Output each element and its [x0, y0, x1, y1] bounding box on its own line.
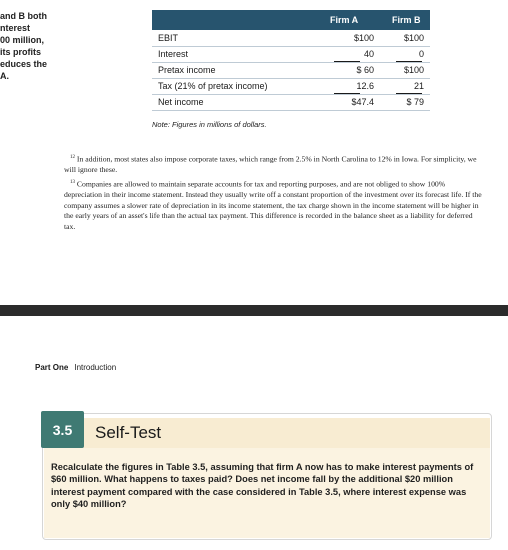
- row-label: EBIT: [158, 33, 179, 43]
- row-label: Pretax income: [158, 65, 216, 75]
- cell-firm-b: $100: [403, 65, 424, 75]
- footnote-text: Companies are allowed to maintain separate accounts for tax and reporting purposes, and are not obliged to show 100% depreciation in their income statement. Instead they usually write off a constant proportion of the investment over its forecast life. If the company assumes a slower rate of depreciation in its income statement, the tax charge shown in the income statement will be higher in the early years of an asset's life than the actual tax payment. This difference is recorded in the balance sheet as a liability for deferred tax.: [64, 179, 482, 231]
- cell-firm-b: 0: [418, 49, 424, 59]
- footnote-number: 13: [70, 180, 75, 186]
- fragment-line: educes the: [0, 59, 48, 69]
- row-label: Net income: [158, 97, 204, 107]
- row-label: Tax (21% of pretax income): [158, 81, 268, 91]
- page-divider: [0, 305, 508, 316]
- part-label: Part One: [35, 363, 69, 372]
- running-head: [35, 363, 116, 372]
- footnotes: [64, 153, 484, 235]
- table-row: [152, 31, 430, 46]
- cell-firm-a: $100: [353, 33, 374, 43]
- left-column-fragment: [0, 10, 60, 82]
- cell-firm-b: $ 79: [406, 97, 424, 107]
- self-test-question: Recalculate the figures in Table 3.5, assuming that firm A now has to make interest payments of $60 million. What happens to taxes paid? Does net income fall by the additional $20 million interest payment compared with the case considered in Table 3.5, where interest expense was only $40 million?: [51, 462, 474, 510]
- fragment-line: nterest: [0, 23, 31, 33]
- table-row: [152, 79, 430, 94]
- cell-firm-b: $100: [403, 33, 424, 43]
- section-label: Introduction: [74, 363, 117, 372]
- footnote-number: 12: [70, 155, 75, 160]
- table-header: [152, 10, 430, 30]
- self-test-number-badge: 3.5: [41, 411, 84, 448]
- row-label: Interest: [158, 49, 189, 59]
- cell-firm-a: $47.4: [351, 97, 374, 107]
- self-test-title: Self-Test: [95, 423, 162, 442]
- fragment-line: 00 million,: [0, 35, 45, 45]
- footnote: [64, 153, 484, 175]
- column-header-firm-a: Firm A: [330, 15, 359, 25]
- column-header-firm-b: Firm B: [392, 15, 421, 25]
- cell-firm-a: 40: [363, 49, 374, 59]
- footnote: [64, 178, 484, 232]
- table-row: [152, 95, 430, 110]
- table-row: [152, 47, 430, 62]
- fragment-line: A.: [0, 71, 9, 81]
- cell-firm-a: 12.6: [356, 81, 374, 91]
- table-bottom-rule: [152, 110, 430, 111]
- cell-firm-b: 21: [413, 81, 424, 91]
- fragment-line: and B both: [0, 11, 47, 21]
- table-row: [152, 63, 430, 78]
- cell-firm-a: $ 60: [356, 65, 374, 75]
- fragment-line: its profits: [0, 47, 42, 57]
- table-note: Note: Figures in millions of dollars.: [152, 120, 267, 129]
- footnote-text: In addition, most states also impose corporate taxes, which range from 2.5% in North Carolina to 12% in Iowa. For simplicity, we will ignore these.: [64, 154, 477, 174]
